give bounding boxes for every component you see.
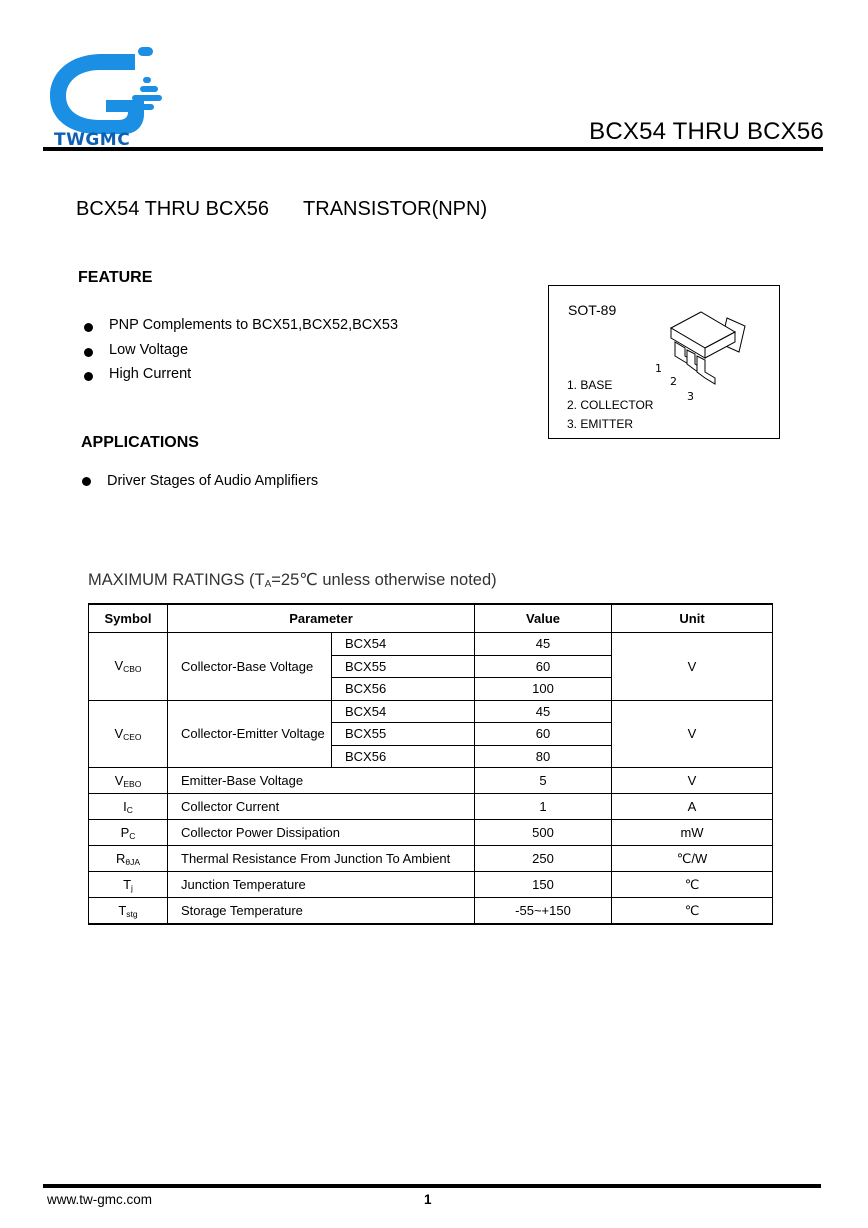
parameter-cell: Collector-Emitter Voltage: [168, 700, 332, 768]
header-value: Value: [475, 604, 612, 633]
sot89-package-icon: [645, 304, 765, 404]
value-cell: 1: [475, 794, 612, 820]
feature-item: PNP Complements to BCX51,BCX52,BCX53: [80, 316, 398, 341]
header-unit: Unit: [612, 604, 773, 633]
package-name: SOT-89: [568, 302, 617, 318]
value-cell: 60: [475, 723, 612, 746]
value-cell: 60: [475, 655, 612, 678]
pin-label: 3. EMITTER: [567, 417, 634, 431]
unit-cell: ℃: [612, 898, 773, 925]
parameter-cell: Collector Current: [168, 794, 475, 820]
parameter-cell: Junction Temperature: [168, 872, 475, 898]
twgmc-logo: [40, 42, 166, 146]
value-cell: 250: [475, 846, 612, 872]
document-title: [76, 198, 487, 221]
value-cell: 45: [475, 633, 612, 656]
pin-number: 2: [670, 375, 677, 388]
value-cell: 5: [475, 768, 612, 794]
bullet-icon: [82, 477, 91, 486]
device-type: TRANSISTOR(NPN): [303, 198, 488, 220]
table-row: [89, 768, 773, 794]
bullet-icon: [84, 372, 93, 381]
application-item: Driver Stages of Audio Amplifiers: [78, 472, 318, 492]
parameter-cell: Storage Temperature: [168, 898, 475, 925]
parameter-cell: Collector Power Dissipation: [168, 820, 475, 846]
table-row: [89, 846, 773, 872]
table-row: [89, 820, 773, 846]
logo-text: TWGMC: [54, 130, 131, 146]
unit-cell: A: [612, 794, 773, 820]
feature-list: [80, 316, 398, 390]
symbol-cell: $T_{stg}$: [89, 898, 168, 925]
symbol-cell: $T_j$: [89, 872, 168, 898]
device-cell: BCX56: [332, 678, 475, 701]
table-row: [89, 794, 773, 820]
device-cell: BCX54: [332, 700, 475, 723]
feature-heading: FEATURE: [78, 269, 153, 286]
pin-list: [567, 376, 653, 435]
table-row: [89, 898, 773, 925]
header-title: BCX54 THRU BCX56: [589, 118, 824, 145]
unit-cell: ℃: [612, 872, 773, 898]
value-cell: 150: [475, 872, 612, 898]
table-row: [89, 633, 773, 656]
symbol-cell: $I_C$: [89, 794, 168, 820]
value-cell: 500: [475, 820, 612, 846]
applications-heading: APPLICATIONS: [81, 434, 199, 451]
pin-number: 1: [655, 362, 662, 375]
header-divider: [43, 147, 823, 151]
value-cell: 45: [475, 700, 612, 723]
footer-url[interactable]: www.tw-gmc.com: [47, 1192, 153, 1207]
unit-cell: V: [612, 700, 773, 768]
page-number: 1: [424, 1192, 432, 1207]
pin-number: 3: [687, 390, 694, 403]
unit-cell: ℃/W: [612, 846, 773, 872]
bullet-icon: [84, 348, 93, 357]
header-parameter: Parameter: [168, 604, 475, 633]
feature-item: High Current: [80, 365, 398, 390]
parameter-cell: Thermal Resistance From Junction To Ambient: [168, 846, 475, 872]
device-cell: BCX55: [332, 655, 475, 678]
symbol-cell: $V_{EBO}$: [89, 768, 168, 794]
pin-label: 1. BASE: [567, 378, 613, 392]
value-cell: 80: [475, 745, 612, 768]
ratings-table: [88, 603, 773, 925]
parameter-cell: Emitter-Base Voltage: [168, 768, 475, 794]
footer-divider: [43, 1184, 821, 1188]
unit-cell: V: [612, 768, 773, 794]
device-cell: BCX54: [332, 633, 475, 656]
parameter-cell: Collector-Base Voltage: [168, 633, 332, 701]
part-range: BCX54 THRU BCX56: [76, 198, 270, 220]
value-cell: 100: [475, 678, 612, 701]
device-cell: BCX55: [332, 723, 475, 746]
table-header-row: [89, 604, 773, 633]
package-box: [548, 285, 780, 439]
pin-label: 2. COLLECTOR: [567, 397, 654, 412]
value-cell: -55~+150: [475, 898, 612, 925]
device-cell: BCX56: [332, 745, 475, 768]
feature-item: Low Voltage: [80, 341, 398, 366]
table-row: [89, 872, 773, 898]
symbol-cell: $R_{\theta JA}$: [89, 846, 168, 872]
bullet-icon: [84, 323, 93, 332]
ratings-title: MAXIMUM RATINGS ($T_A=25℃$ unless otherwise noted): [88, 571, 497, 590]
header-symbol: Symbol: [89, 604, 168, 633]
table-row: [89, 700, 773, 723]
symbol-cell: $V_{CBO}$: [89, 633, 168, 701]
applications-list: [78, 472, 318, 492]
symbol-cell: $P_C$: [89, 820, 168, 846]
unit-cell: V: [612, 633, 773, 701]
symbol-cell: $V_{CEO}$: [89, 700, 168, 768]
unit-cell: mW: [612, 820, 773, 846]
